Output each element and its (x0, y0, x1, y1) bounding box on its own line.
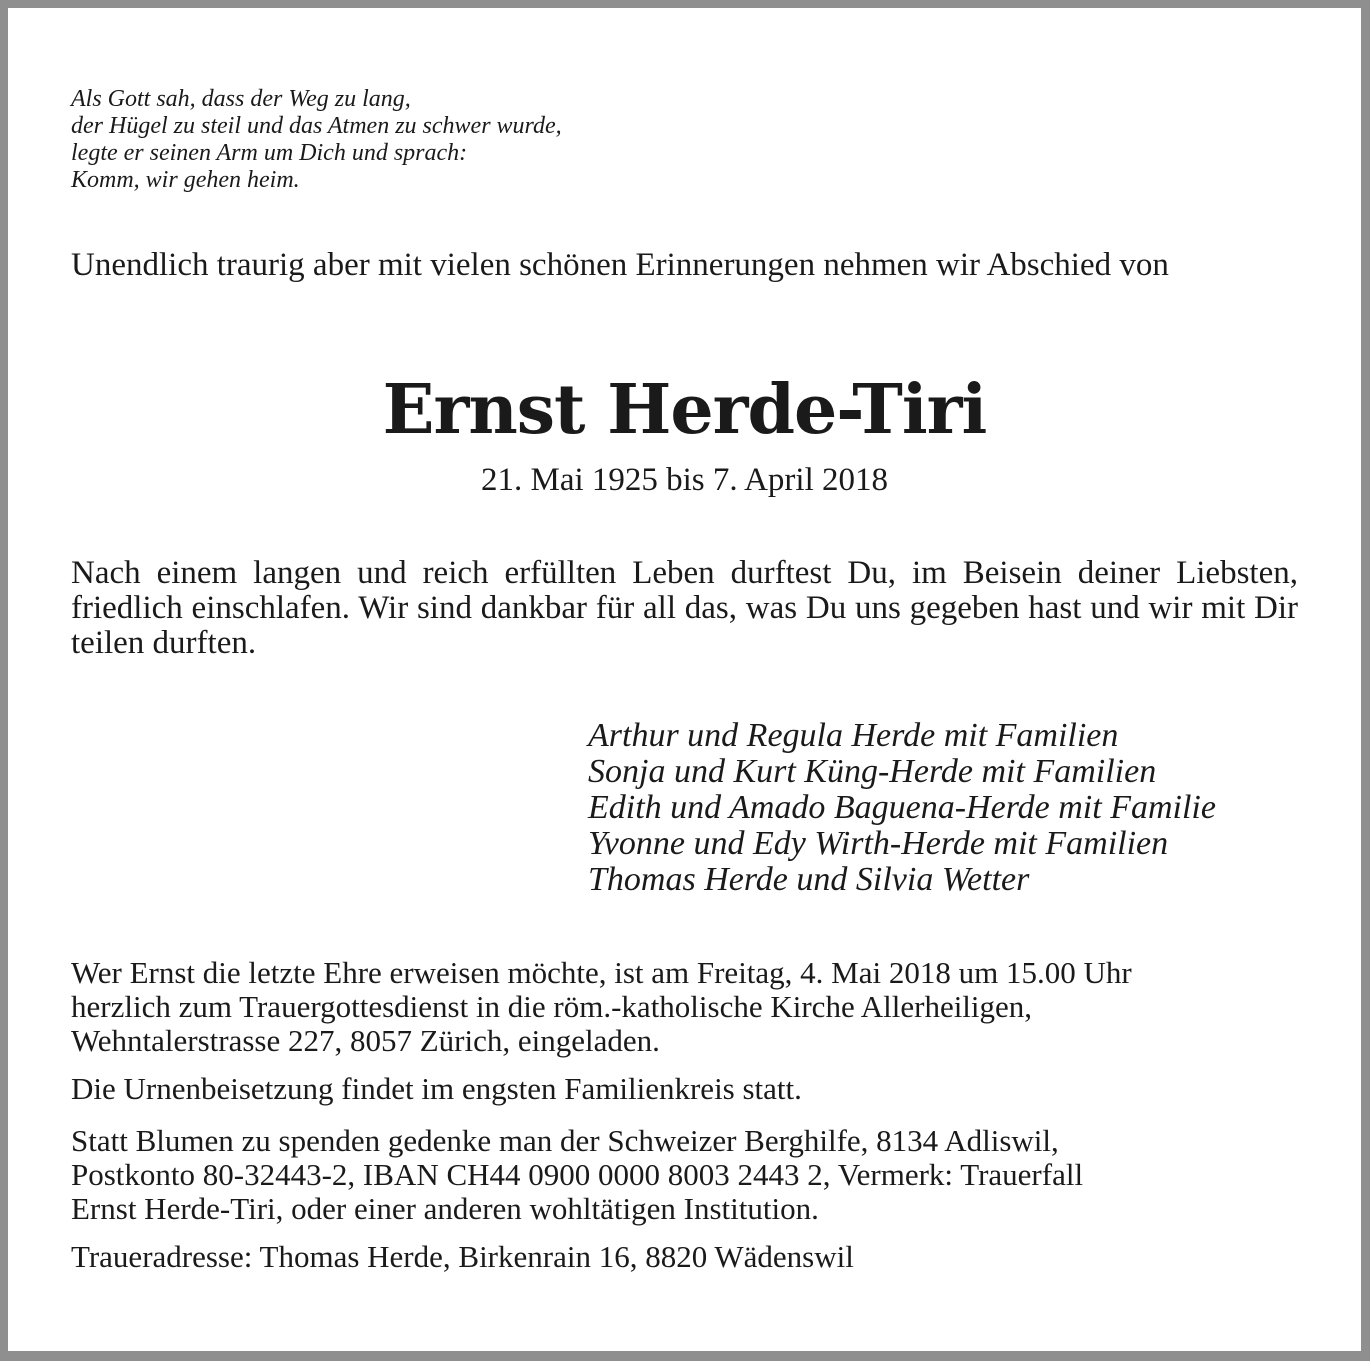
poem-line: Komm, wir gehen heim. (71, 167, 300, 193)
family-member: Edith und Amado Baguena-Herde mit Familie (588, 789, 1216, 826)
mourning-address: Traueradresse: Thomas Herde, Birkenrain 16, 8820 Wädenswil (71, 1239, 854, 1274)
family-member: Yvonne und Edy Wirth-Herde mit Familien (588, 825, 1169, 862)
family-list (588, 718, 1216, 898)
family-member: Arthur und Regula Herde mit Familien (588, 717, 1119, 754)
funeral-line: Wehntalerstrasse 227, 8057 Zürich, eingeladen. (71, 1023, 660, 1058)
urn-burial-note: Die Urnenbeisetzung findet im engsten Familienkreis statt. (71, 1071, 802, 1106)
poem-line: der Hügel zu steil und das Atmen zu schwer wurde, (71, 113, 562, 139)
tribute-text: Nach einem langen und reich erfüllten Leben durftest Du, im Beisein deiner Liebsten, friedlich einschlafen. Wir sind dankbar für all das, was Du uns gegeben hast und wir mit Dir teilen durften. (71, 555, 1298, 661)
obituary-notice (8, 8, 1361, 1351)
family-member: Thomas Herde und Silvia Wetter (588, 861, 1030, 898)
donation-info (71, 1124, 1298, 1226)
donation-line: Postkonto 80-32443-2, IBAN CH44 0900 0000 8003 2443 2, Vermerk: Trauerfall (71, 1157, 1084, 1192)
poem-line: legte er seinen Arm um Dich und sprach: (71, 140, 468, 166)
funeral-info (71, 956, 1298, 1058)
family-member: Sonja und Kurt Küng-Herde mit Familien (588, 753, 1157, 790)
intro-text: Unendlich traurig aber mit vielen schönen Erinnerungen nehmen wir Abschied von (71, 247, 1169, 283)
poem-line: Als Gott sah, dass der Weg zu lang, (71, 86, 411, 112)
donation-line: Statt Blumen zu spenden gedenke man der Schweizer Berghilfe, 8134 Adliswil, (71, 1123, 1059, 1158)
poem-verse (71, 86, 562, 194)
funeral-line: herzlich zum Trauergottesdienst in die röm.-katholische Kirche Allerheiligen, (71, 989, 1033, 1024)
donation-line: Ernst Herde-Tiri, oder einer anderen wohltätigen Institution. (71, 1191, 819, 1226)
funeral-line: Wer Ernst die letzte Ehre erweisen möchte, ist am Freitag, 4. Mai 2018 um 15.00 Uhr (71, 955, 1132, 990)
life-dates: 21. Mai 1925 bis 7. April 2018 (480, 462, 888, 498)
deceased-name: Ernst Herde-Tiri (382, 370, 987, 450)
